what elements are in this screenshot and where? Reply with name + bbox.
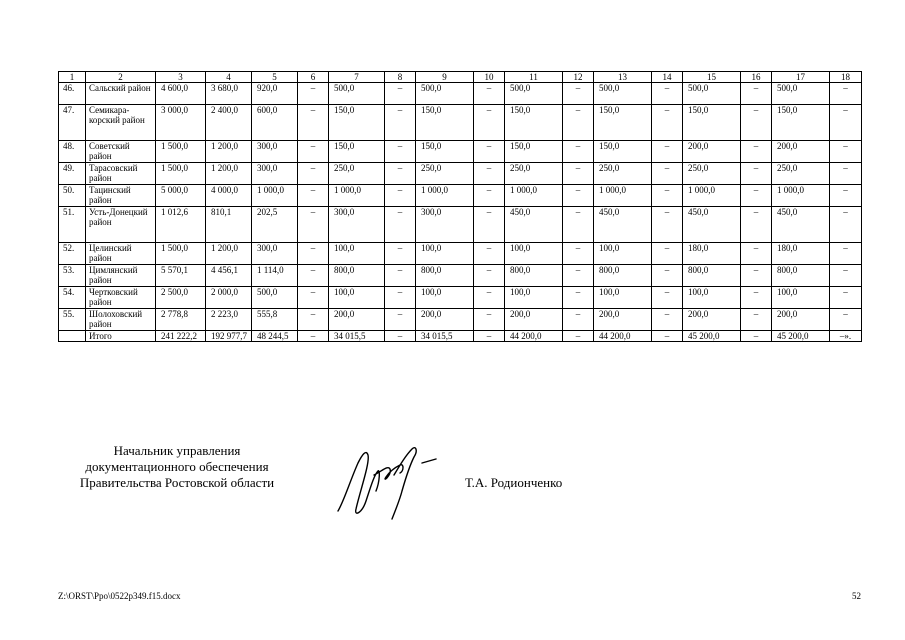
table-cell: 500,0: [416, 83, 474, 105]
table-cell: 100,0: [772, 287, 830, 309]
table-cell: –: [830, 243, 862, 265]
table-row: [59, 309, 862, 331]
table-cell: 150,0: [683, 105, 741, 141]
table-cell: –».: [830, 331, 862, 342]
column-header: 18: [830, 72, 862, 83]
column-header: 7: [329, 72, 385, 83]
table-cell: –: [298, 141, 329, 163]
table-cell: 450,0: [505, 207, 563, 243]
table-cell: 300,0: [329, 207, 385, 243]
table-cell: 5 570,1: [156, 265, 206, 287]
table-cell: 200,0: [683, 309, 741, 331]
column-header: 14: [652, 72, 683, 83]
table-cell: 1 500,0: [156, 141, 206, 163]
table-cell: 600,0: [252, 105, 298, 141]
table-cell: –: [652, 83, 683, 105]
table-cell: 300,0: [252, 141, 298, 163]
column-header: 17: [772, 72, 830, 83]
table-cell: 250,0: [594, 163, 652, 185]
table-cell: –: [385, 331, 416, 342]
table-cell: –: [385, 309, 416, 331]
table-cell: –: [652, 243, 683, 265]
table-cell: 200,0: [772, 141, 830, 163]
table-cell: 150,0: [594, 105, 652, 141]
table-cell: –: [563, 207, 594, 243]
table-cell: –: [741, 287, 772, 309]
row-number: 49.: [59, 163, 86, 185]
table-cell: 500,0: [329, 83, 385, 105]
table-cell: –: [830, 207, 862, 243]
row-number: 51.: [59, 207, 86, 243]
table-cell: –: [830, 185, 862, 207]
table-cell: 1 200,0: [206, 243, 252, 265]
table-row: [59, 265, 862, 287]
district-name: Советский район: [86, 141, 156, 163]
table-cell: –: [474, 309, 505, 331]
table-cell: 810,1: [206, 207, 252, 243]
table-cell: 2 223,0: [206, 309, 252, 331]
row-number: 53.: [59, 265, 86, 287]
table-cell: –: [652, 331, 683, 342]
table-cell: –: [474, 207, 505, 243]
table-cell: –: [830, 105, 862, 141]
table-cell: 1 000,0: [329, 185, 385, 207]
signature-title-line: документационного обеспечения: [85, 459, 269, 474]
row-number: 54.: [59, 287, 86, 309]
table-cell: 150,0: [416, 105, 474, 141]
table-cell: –: [298, 309, 329, 331]
column-header: 10: [474, 72, 505, 83]
table-cell: –: [830, 265, 862, 287]
table-cell: –: [830, 309, 862, 331]
row-number: 48.: [59, 141, 86, 163]
row-number: 46.: [59, 83, 86, 105]
table-cell: 100,0: [329, 287, 385, 309]
column-header: 1: [59, 72, 86, 83]
table-cell: –: [741, 83, 772, 105]
table-cell: 2 000,0: [206, 287, 252, 309]
table-cell: –: [652, 287, 683, 309]
column-header: 4: [206, 72, 252, 83]
table-cell: 200,0: [505, 309, 563, 331]
table-cell: 500,0: [594, 83, 652, 105]
table-cell: 4 000,0: [206, 185, 252, 207]
table-cell: 45 200,0: [772, 331, 830, 342]
page-number: 52: [852, 591, 861, 601]
table-cell: –: [385, 207, 416, 243]
table-cell: –: [563, 185, 594, 207]
table-cell: –: [652, 265, 683, 287]
table-cell: –: [563, 265, 594, 287]
table-row: [59, 207, 862, 243]
table-cell: 500,0: [252, 287, 298, 309]
table-row: [59, 163, 862, 185]
table-cell: 1 500,0: [156, 163, 206, 185]
column-header: 15: [683, 72, 741, 83]
table-cell: –: [474, 265, 505, 287]
table-cell: 200,0: [329, 309, 385, 331]
table-cell: 800,0: [594, 265, 652, 287]
table-row: [59, 331, 862, 342]
table-cell: –: [298, 265, 329, 287]
table-cell: 500,0: [683, 83, 741, 105]
table-cell: –: [741, 265, 772, 287]
table-cell: 1 500,0: [156, 243, 206, 265]
district-name: Шолоховский район: [86, 309, 156, 331]
table-cell: 300,0: [252, 163, 298, 185]
table-body: [59, 72, 862, 342]
table-cell: –: [385, 265, 416, 287]
district-name: Семикара-корский район: [86, 105, 156, 141]
table-cell: –: [652, 207, 683, 243]
table-cell: –: [298, 331, 329, 342]
table-cell: –: [563, 141, 594, 163]
column-header: 11: [505, 72, 563, 83]
handwritten-signature: [330, 435, 440, 525]
table-cell: –: [563, 309, 594, 331]
table-cell: –: [474, 163, 505, 185]
table-cell: 150,0: [772, 105, 830, 141]
table-cell: –: [298, 83, 329, 105]
table-row: [59, 185, 862, 207]
table-row: [59, 83, 862, 105]
table-cell: –: [474, 83, 505, 105]
table-cell: 250,0: [416, 163, 474, 185]
table-cell: 44 200,0: [594, 331, 652, 342]
table-cell: –: [385, 83, 416, 105]
row-number: 50.: [59, 185, 86, 207]
table-cell: 1 114,0: [252, 265, 298, 287]
table-cell: –: [298, 243, 329, 265]
table-cell: –: [830, 163, 862, 185]
table-cell: 44 200,0: [505, 331, 563, 342]
district-name: Тарасовский район: [86, 163, 156, 185]
table-cell: –: [563, 287, 594, 309]
table-cell: 100,0: [505, 243, 563, 265]
district-name: Итого: [86, 331, 156, 342]
table-cell: –: [652, 141, 683, 163]
table-cell: 800,0: [416, 265, 474, 287]
table-cell: –: [385, 141, 416, 163]
table-cell: 250,0: [683, 163, 741, 185]
table-cell: 450,0: [683, 207, 741, 243]
table-row: [59, 243, 862, 265]
district-name: Цимлянский район: [86, 265, 156, 287]
row-number: 47.: [59, 105, 86, 141]
table-cell: 192 977,7: [206, 331, 252, 342]
table-cell: –: [830, 83, 862, 105]
table-cell: –: [741, 243, 772, 265]
table-cell: –: [741, 141, 772, 163]
table-cell: 4 456,1: [206, 265, 252, 287]
table-cell: 250,0: [329, 163, 385, 185]
column-header: 9: [416, 72, 474, 83]
table-cell: 180,0: [683, 243, 741, 265]
district-name: Усть-Донецкий район: [86, 207, 156, 243]
table-cell: 100,0: [416, 243, 474, 265]
table-cell: –: [385, 185, 416, 207]
signature-title: [62, 443, 292, 491]
table-cell: –: [652, 185, 683, 207]
table-cell: 200,0: [594, 309, 652, 331]
table-cell: –: [474, 287, 505, 309]
table-cell: –: [298, 207, 329, 243]
table-cell: –: [652, 105, 683, 141]
table-cell: 45 200,0: [683, 331, 741, 342]
table-cell: –: [474, 331, 505, 342]
table-cell: 150,0: [594, 141, 652, 163]
table-cell: –: [298, 105, 329, 141]
table-row: [59, 141, 862, 163]
table-cell: 1 000,0: [252, 185, 298, 207]
table-cell: 1 000,0: [772, 185, 830, 207]
header-row: [59, 72, 862, 83]
signature-title-line: Начальник управления: [113, 443, 241, 458]
column-header: 8: [385, 72, 416, 83]
table-cell: 241 222,2: [156, 331, 206, 342]
table-cell: –: [298, 163, 329, 185]
table-cell: 300,0: [416, 207, 474, 243]
table-cell: –: [741, 185, 772, 207]
table-cell: –: [385, 163, 416, 185]
table-cell: –: [385, 243, 416, 265]
table-cell: 920,0: [252, 83, 298, 105]
table-cell: 3 000,0: [156, 105, 206, 141]
table-cell: 150,0: [505, 105, 563, 141]
table-cell: –: [385, 105, 416, 141]
table-cell: 1 012,6: [156, 207, 206, 243]
row-number: 55.: [59, 309, 86, 331]
table-cell: 100,0: [505, 287, 563, 309]
table-cell: 800,0: [683, 265, 741, 287]
table-cell: –: [741, 207, 772, 243]
table-row: [59, 287, 862, 309]
table-cell: 200,0: [416, 309, 474, 331]
table-cell: 100,0: [416, 287, 474, 309]
table-cell: –: [298, 287, 329, 309]
table-cell: 555,8: [252, 309, 298, 331]
table-cell: –: [563, 83, 594, 105]
row-number: [59, 331, 86, 342]
district-name: Тацинский район: [86, 185, 156, 207]
table-cell: –: [474, 243, 505, 265]
table-cell: 1 000,0: [594, 185, 652, 207]
table-cell: 150,0: [329, 141, 385, 163]
district-name: Чертковский район: [86, 287, 156, 309]
table-cell: 1 000,0: [683, 185, 741, 207]
table-cell: –: [563, 331, 594, 342]
footer-file-path: Z:\ORST\Ppo\0522p349.f15.docx: [58, 591, 181, 601]
column-header: 2: [86, 72, 156, 83]
data-table: [58, 71, 862, 342]
table-cell: 800,0: [329, 265, 385, 287]
table-cell: 2 778,8: [156, 309, 206, 331]
table-cell: –: [830, 287, 862, 309]
table-cell: –: [741, 309, 772, 331]
signature-title-line: Правительства Ростовской области: [79, 475, 275, 490]
table-cell: 800,0: [772, 265, 830, 287]
column-header: 5: [252, 72, 298, 83]
table-cell: 100,0: [594, 287, 652, 309]
table-row: [59, 105, 862, 141]
column-header: 13: [594, 72, 652, 83]
table-cell: 200,0: [772, 309, 830, 331]
table-cell: 2 500,0: [156, 287, 206, 309]
table-cell: 34 015,5: [329, 331, 385, 342]
table-cell: 100,0: [329, 243, 385, 265]
table-cell: 100,0: [594, 243, 652, 265]
table-cell: –: [385, 287, 416, 309]
table-cell: 5 000,0: [156, 185, 206, 207]
table-cell: 100,0: [683, 287, 741, 309]
table-cell: –: [563, 243, 594, 265]
signatory-name: Т.А. Родионченко: [465, 475, 563, 490]
table-cell: –: [652, 163, 683, 185]
table-cell: –: [298, 185, 329, 207]
table-cell: –: [741, 105, 772, 141]
table-cell: 1 000,0: [416, 185, 474, 207]
table-cell: 48 244,5: [252, 331, 298, 342]
table-cell: –: [652, 309, 683, 331]
district-name: Сальский район: [86, 83, 156, 105]
table-cell: –: [474, 141, 505, 163]
row-number: 52.: [59, 243, 86, 265]
table-cell: –: [474, 105, 505, 141]
table-cell: 1 200,0: [206, 163, 252, 185]
table-cell: 800,0: [505, 265, 563, 287]
table-cell: 500,0: [772, 83, 830, 105]
table-cell: 200,0: [683, 141, 741, 163]
table-cell: 450,0: [772, 207, 830, 243]
district-name: Целинский район: [86, 243, 156, 265]
column-header: 6: [298, 72, 329, 83]
table-cell: 202,5: [252, 207, 298, 243]
table-cell: 250,0: [505, 163, 563, 185]
table-cell: 3 680,0: [206, 83, 252, 105]
table-cell: 250,0: [772, 163, 830, 185]
table-cell: 450,0: [594, 207, 652, 243]
column-header: 16: [741, 72, 772, 83]
table-cell: 1 000,0: [505, 185, 563, 207]
table-cell: 300,0: [252, 243, 298, 265]
table-cell: 150,0: [329, 105, 385, 141]
table-cell: 1 200,0: [206, 141, 252, 163]
table-cell: 150,0: [416, 141, 474, 163]
table-cell: –: [563, 163, 594, 185]
table-cell: –: [474, 185, 505, 207]
table-cell: 150,0: [505, 141, 563, 163]
table-cell: 34 015,5: [416, 331, 474, 342]
table-cell: –: [741, 331, 772, 342]
table-cell: 180,0: [772, 243, 830, 265]
column-header: 3: [156, 72, 206, 83]
table-cell: 500,0: [505, 83, 563, 105]
table-cell: –: [563, 105, 594, 141]
table-cell: 2 400,0: [206, 105, 252, 141]
table-cell: –: [741, 163, 772, 185]
table-cell: 4 600,0: [156, 83, 206, 105]
column-header: 12: [563, 72, 594, 83]
table-cell: –: [830, 141, 862, 163]
